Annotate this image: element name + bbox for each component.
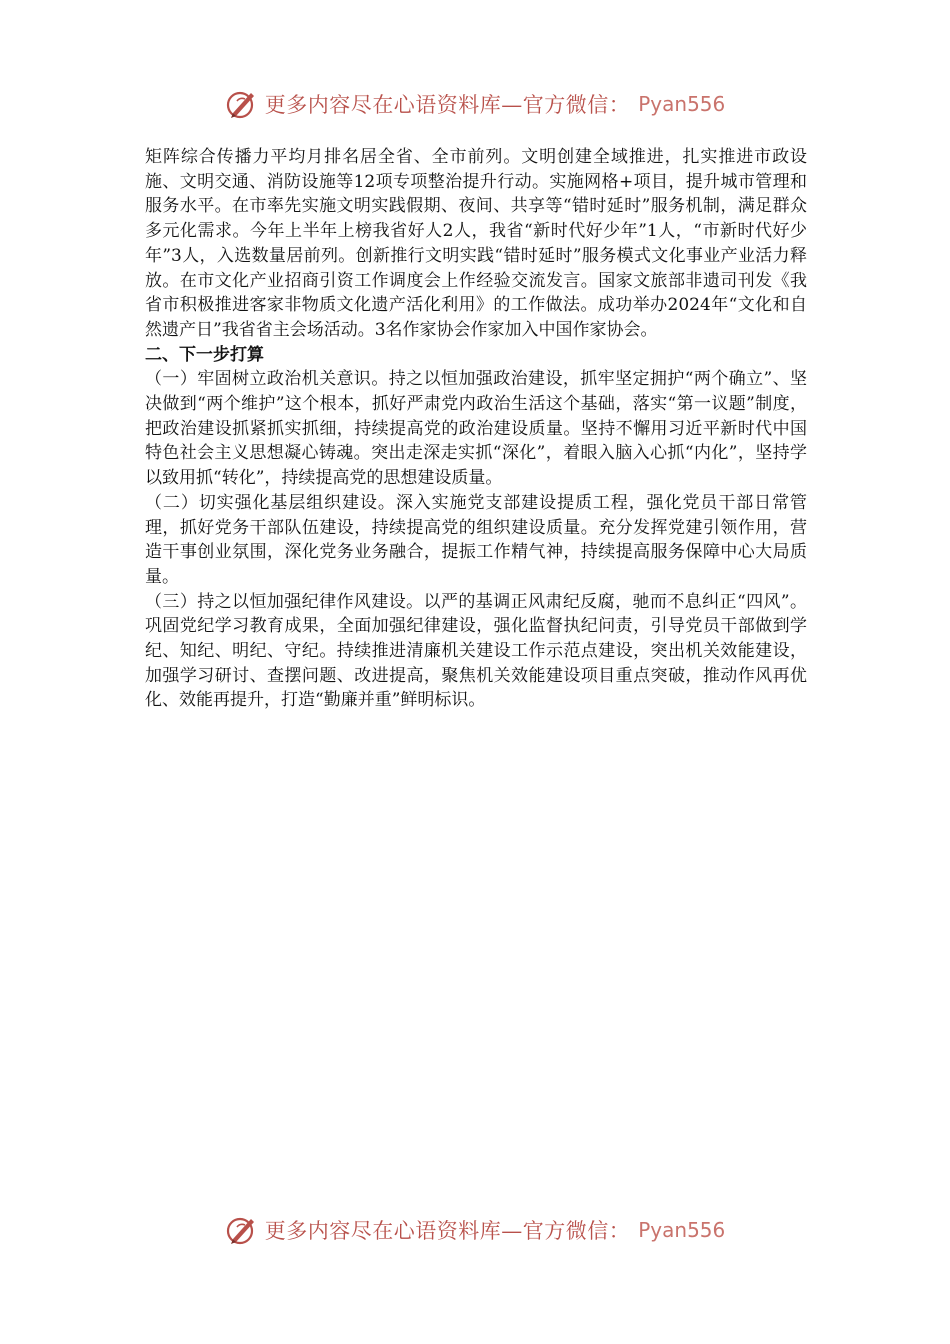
pen-logo-icon: [225, 1213, 259, 1247]
watermark-text: 更多内容尽在心语资料库—官方微信：: [264, 1219, 631, 1243]
body-paragraph: （二）切实强化基层组织建设。深入实施党支部建设提质工程，强化党员干部日常管理，抓好党务干部队伍建设，持续提高党的组织建设质量。充分发挥党建引领作用，营造干事创业氛围，深化党务业务融合，提振工作精气神，持续提高服务保障中心大局质量。: [145, 492, 807, 587]
watermark-text: 更多内容尽在心语资料库—官方微信：: [264, 93, 631, 117]
section-heading: 二、下一步打算: [145, 344, 264, 365]
document-body: [145, 145, 807, 713]
body-paragraph: 矩阵综合传播力平均月排名居全省、全市前列。文明创建全域推进，扎实推进市政设施、文明交通、消防设施等12项专项整治提升行动。实施网格+项目，提升城市管理和服务水平。在市率先实施文明实践假期、夜间、共享等“错时延时”服务机制，满足群众多元化需求。今年上半年上榜我省好人2人，我省“新时代好少年”1人，“市新时代好少年”3人，入选数量居前列。创新推行文明实践“错时延时”服务模式文化事业产业活力释放。在市文化产业招商引资工作调度会上作经验交流发言。国家文旅部非遗司刊发《我省市积极推进客家非物质文化遗产活化利用》的工作做法。成功举办2024年“文化和自然遗产日”我省省主会场活动。3名作家协会作家加入中国作家协会。: [145, 147, 807, 340]
watermark-wechat-id: Pyan556: [638, 92, 726, 116]
body-paragraph: （三）持之以恒加强纪律作风建设。以严的基调正风肃纪反腐，驰而不息纠正“四风”。巩固党纪学习教育成果，全面加强纪律建设，强化监督执纪问责，引导党员干部做到学纪、知纪、明纪、守纪。持续推进清廉机关建设工作示范点建设，突出机关效能建设，加强学习研讨、查摆问题、改进提高，聚焦机关效能建设项目重点突破，推动作风再优化、效能再提升，打造“勤廉并重”鲜明标识。: [145, 591, 807, 711]
watermark-wechat-id: Pyan556: [638, 1218, 726, 1242]
body-paragraph: （一）牢固树立政治机关意识。持之以恒加强政治建设，抓牢坚定拥护“两个确立”、坚决做到“两个维护”这个根本，抓好严肃党内政治生活这个基础，落实“第一议题”制度，把政治建设抓紧抓实抓细，持续提高党的政治建设质量。坚持不懈用习近平新时代中国特色社会主义思想凝心铸魂。突出走深走实抓“深化”，着眼入脑入心抓“内化”，坚持学以致用抓“转化”，持续提高党的思想建设质量。: [145, 369, 807, 489]
pen-logo-icon: [225, 87, 259, 121]
footer-watermark: [0, 1210, 950, 1250]
header-watermark: [0, 84, 950, 124]
